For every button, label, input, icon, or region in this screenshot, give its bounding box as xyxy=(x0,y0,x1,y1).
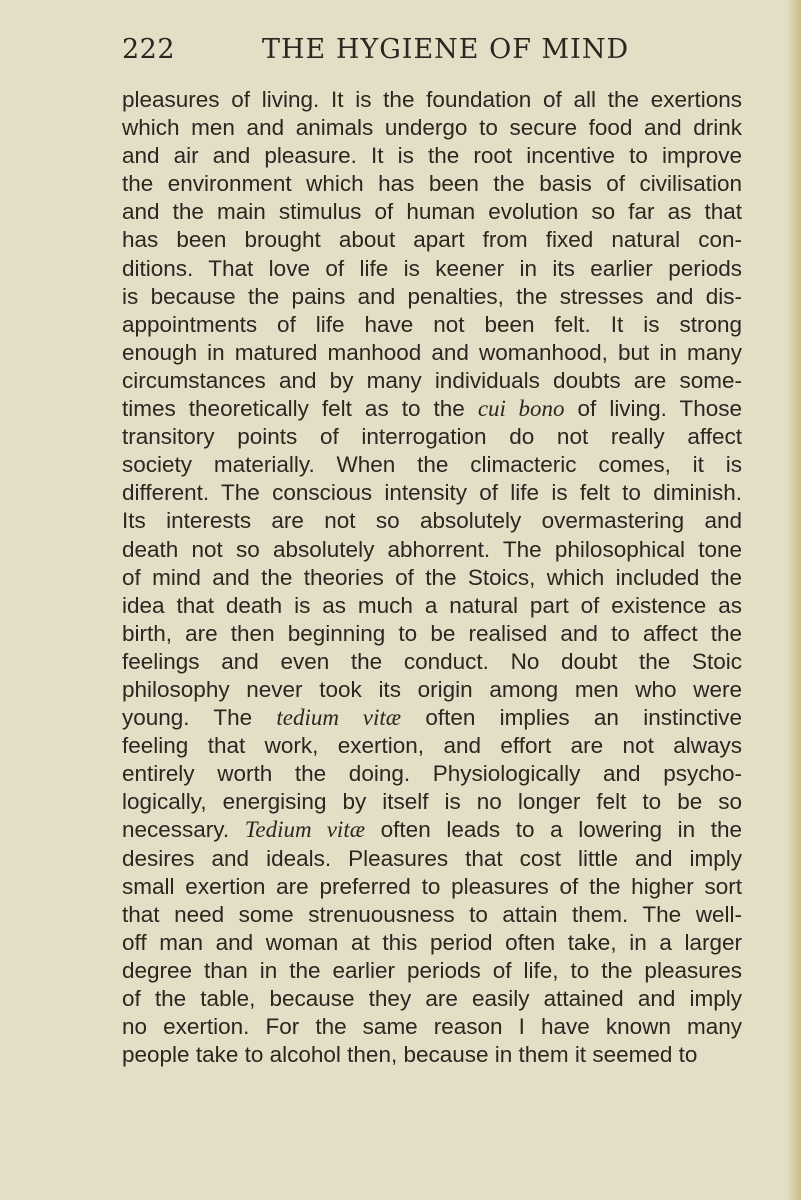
text-line xyxy=(122,198,742,226)
text-segment: logically, energising by itself is no longer felt to be so xyxy=(122,789,742,815)
text-line xyxy=(122,311,742,339)
text-line xyxy=(122,395,742,423)
text-segment: degree than in the earlier periods of life, to the pleasures xyxy=(122,957,742,983)
text-segment: people take to alcohol then, because in them it seemed to xyxy=(122,1042,698,1068)
text-segment: Its interests are not so absolutely overmastering and xyxy=(122,508,742,534)
text-line xyxy=(122,704,742,732)
text-segment: young. The xyxy=(122,705,277,731)
text-line xyxy=(122,957,742,985)
text-segment: enough in matured manhood and womanhood, but in many xyxy=(122,339,742,365)
text-segment: times theoretically felt as to the xyxy=(122,396,478,422)
text-line xyxy=(122,564,742,592)
text-segment: feeling that work, exertion, and effort are not always xyxy=(122,733,742,759)
text-segment: society materially. When the climacteric comes, it is xyxy=(122,452,742,478)
text-line xyxy=(122,283,742,311)
page-header xyxy=(122,34,742,74)
text-segment: is because the pains and penalties, the stresses and dis- xyxy=(122,283,742,309)
text-segment: different. The conscious intensity of life is felt to diminish. xyxy=(122,480,742,506)
italic-phrase: cui bono xyxy=(477,396,565,422)
text-segment: off man and woman at this period often take, in a larger xyxy=(122,929,742,955)
text-segment: and the main stimulus of human evolution so far as that xyxy=(122,199,742,225)
text-segment: of mind and the theories of the Stoics, which included the xyxy=(122,564,742,590)
page-number: 222 xyxy=(122,34,176,65)
text-line xyxy=(122,1013,742,1041)
text-line xyxy=(122,620,742,648)
text-line xyxy=(122,592,742,620)
text-segment: philosophy never took its origin among men who were xyxy=(122,676,742,702)
text-line xyxy=(122,86,742,114)
text-segment: death not so absolutely abhorrent. The philosophical tone xyxy=(122,536,742,562)
text-segment: appointments of life have not been felt. It is strong xyxy=(122,311,742,337)
text-line xyxy=(122,536,742,564)
text-segment: often leads to a lowering in the xyxy=(365,817,742,843)
text-line xyxy=(122,114,742,142)
text-line xyxy=(122,845,742,873)
text-segment: small exertion are preferred to pleasures of the higher sort xyxy=(122,873,742,899)
text-line xyxy=(122,479,742,507)
italic-phrase: Tedium vitæ xyxy=(244,817,366,843)
text-segment: of living. Those xyxy=(564,396,742,422)
text-line xyxy=(122,451,742,479)
italic-phrase: tedium vitæ xyxy=(276,705,402,731)
text-line xyxy=(122,816,742,844)
text-line xyxy=(122,873,742,901)
body-text xyxy=(122,86,742,1069)
text-line xyxy=(122,648,742,676)
text-line xyxy=(122,788,742,816)
text-segment: idea that death is as much a natural part of existence as xyxy=(122,592,742,618)
text-segment: feelings and even the conduct. No doubt the Stoic xyxy=(122,648,742,674)
text-line xyxy=(122,985,742,1013)
text-line xyxy=(122,901,742,929)
text-segment: has been brought about apart from fixed natural con- xyxy=(122,227,742,253)
text-line xyxy=(122,929,742,957)
text-line xyxy=(122,367,742,395)
text-segment: birth, are then beginning to be realised and to affect the xyxy=(122,620,742,646)
text-segment: the environment which has been the basis of civilisation xyxy=(122,171,742,197)
text-line xyxy=(122,226,742,254)
text-segment: transitory points of interrogation do not really affect xyxy=(122,424,742,450)
page-edge xyxy=(787,0,801,1200)
text-line xyxy=(122,255,742,283)
text-segment: often implies an instinctive xyxy=(401,705,742,731)
text-line xyxy=(122,1041,742,1069)
text-segment: ditions. That love of life is keener in its earlier periods xyxy=(122,255,742,281)
text-line xyxy=(122,170,742,198)
text-line xyxy=(122,760,742,788)
text-segment: necessary. xyxy=(122,817,245,843)
text-segment: pleasures of living. It is the foundation of all the exertions xyxy=(122,87,742,112)
text-segment: no exertion. For the same reason I have known many xyxy=(122,1014,742,1040)
text-segment: desires and ideals. Pleasures that cost little and imply xyxy=(122,845,742,871)
text-segment: circumstances and by many individuals doubts are some- xyxy=(122,367,742,393)
text-line xyxy=(122,507,742,535)
text-line xyxy=(122,423,742,451)
text-line xyxy=(122,676,742,704)
text-segment: and air and pleasure. It is the root incentive to improve xyxy=(122,143,742,169)
text-line xyxy=(122,142,742,170)
running-head: THE HYGIENE OF MIND xyxy=(262,34,630,65)
text-line xyxy=(122,732,742,760)
text-line xyxy=(122,339,742,367)
text-segment: of the table, because they are easily attained and imply xyxy=(122,986,742,1011)
text-segment: entirely worth the doing. Physiologically and psycho- xyxy=(122,761,742,787)
text-segment: that need some strenuousness to attain them. The well- xyxy=(122,901,742,927)
text-segment: which men and animals undergo to secure food and drink xyxy=(122,115,742,141)
